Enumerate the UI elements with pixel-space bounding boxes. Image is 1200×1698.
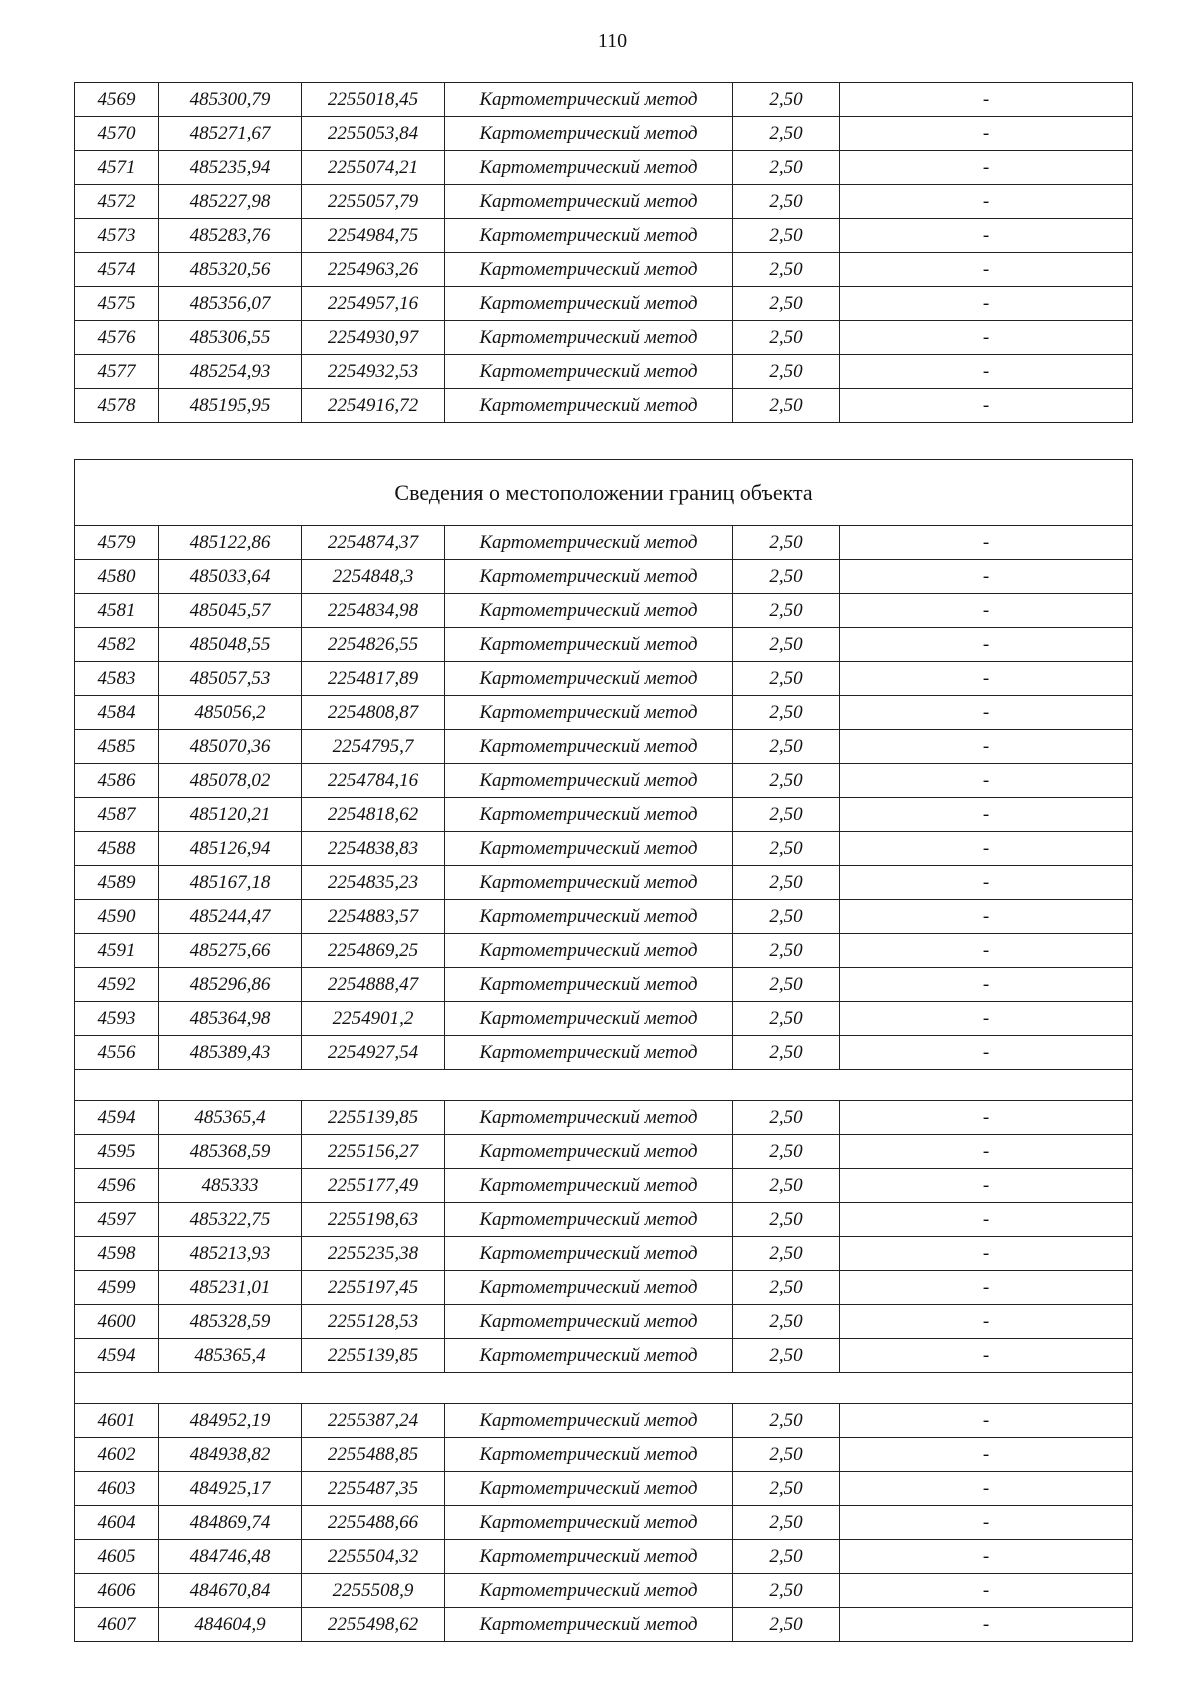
accuracy-cell: 2,50 (733, 1169, 840, 1203)
method-cell: Картометрический метод (445, 866, 733, 900)
note-cell: - (840, 1135, 1133, 1169)
point-number-cell: 4601 (75, 1404, 159, 1438)
accuracy-cell: 2,50 (733, 287, 840, 321)
x-coordinate-cell: 485275,66 (159, 934, 302, 968)
accuracy-cell: 2,50 (733, 730, 840, 764)
group-separator-row (75, 1070, 1133, 1101)
method-cell: Картометрический метод (445, 662, 733, 696)
method-cell: Картометрический метод (445, 798, 733, 832)
note-cell: - (840, 83, 1133, 117)
y-coordinate-cell: 2255197,45 (302, 1271, 445, 1305)
x-coordinate-cell: 484604,9 (159, 1608, 302, 1642)
x-coordinate-cell: 485235,94 (159, 151, 302, 185)
note-cell: - (840, 798, 1133, 832)
note-cell: - (840, 560, 1133, 594)
table-row (75, 968, 1133, 1002)
point-number-cell: 4575 (75, 287, 159, 321)
note-cell: - (840, 219, 1133, 253)
y-coordinate-cell: 2254916,72 (302, 389, 445, 423)
page-number: 110 (597, 30, 628, 52)
point-number-cell: 4577 (75, 355, 159, 389)
method-cell: Картометрический метод (445, 389, 733, 423)
point-number-cell: 4588 (75, 832, 159, 866)
table-row (75, 1237, 1133, 1271)
accuracy-cell: 2,50 (733, 1472, 840, 1506)
table-row (75, 83, 1133, 117)
point-number-cell: 4606 (75, 1574, 159, 1608)
point-number-cell: 4556 (75, 1036, 159, 1070)
note-cell: - (840, 1101, 1133, 1135)
point-number-cell: 4594 (75, 1339, 159, 1373)
y-coordinate-cell: 2254932,53 (302, 355, 445, 389)
x-coordinate-cell: 485356,07 (159, 287, 302, 321)
x-coordinate-cell: 485364,98 (159, 1002, 302, 1036)
method-cell: Картометрический метод (445, 594, 733, 628)
method-cell: Картометрический метод (445, 1574, 733, 1608)
point-number-cell: 4598 (75, 1237, 159, 1271)
point-number-cell: 4584 (75, 696, 159, 730)
point-number-cell: 4586 (75, 764, 159, 798)
accuracy-cell: 2,50 (733, 662, 840, 696)
table-row (75, 628, 1133, 662)
method-cell: Картометрический метод (445, 1404, 733, 1438)
y-coordinate-cell: 2254869,25 (302, 934, 445, 968)
point-number-cell: 4603 (75, 1472, 159, 1506)
y-coordinate-cell: 2254930,97 (302, 321, 445, 355)
y-coordinate-cell: 2255508,9 (302, 1574, 445, 1608)
method-cell: Картометрический метод (445, 83, 733, 117)
method-cell: Картометрический метод (445, 219, 733, 253)
x-coordinate-cell: 484670,84 (159, 1574, 302, 1608)
method-cell: Картометрический метод (445, 832, 733, 866)
point-number-cell: 4579 (75, 526, 159, 560)
method-cell: Картометрический метод (445, 1472, 733, 1506)
method-cell: Картометрический метод (445, 934, 733, 968)
table-row (75, 1135, 1133, 1169)
y-coordinate-cell: 2254927,54 (302, 1036, 445, 1070)
method-cell: Картометрический метод (445, 526, 733, 560)
method-cell: Картометрический метод (445, 1002, 733, 1036)
method-cell: Картометрический метод (445, 1506, 733, 1540)
x-coordinate-cell: 485306,55 (159, 321, 302, 355)
x-coordinate-cell: 485333 (159, 1169, 302, 1203)
x-coordinate-cell: 485300,79 (159, 83, 302, 117)
x-coordinate-cell: 485365,4 (159, 1101, 302, 1135)
point-number-cell: 4583 (75, 662, 159, 696)
table-row (75, 1339, 1133, 1373)
point-number-cell: 4594 (75, 1101, 159, 1135)
y-coordinate-cell: 2255128,53 (302, 1305, 445, 1339)
accuracy-cell: 2,50 (733, 83, 840, 117)
x-coordinate-cell: 485126,94 (159, 832, 302, 866)
x-coordinate-cell: 485048,55 (159, 628, 302, 662)
note-cell: - (840, 730, 1133, 764)
table-row (75, 1002, 1133, 1036)
point-number-cell: 4596 (75, 1169, 159, 1203)
y-coordinate-cell: 2255235,38 (302, 1237, 445, 1271)
table-row (75, 866, 1133, 900)
accuracy-cell: 2,50 (733, 934, 840, 968)
y-coordinate-cell: 2254874,37 (302, 526, 445, 560)
x-coordinate-cell: 485070,36 (159, 730, 302, 764)
x-coordinate-cell: 485033,64 (159, 560, 302, 594)
table-row (75, 1404, 1133, 1438)
note-cell: - (840, 1404, 1133, 1438)
point-number-cell: 4595 (75, 1135, 159, 1169)
x-coordinate-cell: 485254,93 (159, 355, 302, 389)
note-cell: - (840, 389, 1133, 423)
y-coordinate-cell: 2255488,85 (302, 1438, 445, 1472)
accuracy-cell: 2,50 (733, 832, 840, 866)
method-cell: Картометрический метод (445, 1237, 733, 1271)
accuracy-cell: 2,50 (733, 798, 840, 832)
accuracy-cell: 2,50 (733, 560, 840, 594)
table-row (75, 560, 1133, 594)
note-cell: - (840, 1608, 1133, 1642)
accuracy-cell: 2,50 (733, 968, 840, 1002)
group-separator (75, 1070, 1133, 1101)
note-cell: - (840, 866, 1133, 900)
accuracy-cell: 2,50 (733, 117, 840, 151)
x-coordinate-cell: 485056,2 (159, 696, 302, 730)
y-coordinate-cell: 2254888,47 (302, 968, 445, 1002)
table-row (75, 832, 1133, 866)
y-coordinate-cell: 2254835,23 (302, 866, 445, 900)
table-row (75, 1271, 1133, 1305)
point-number-cell: 4585 (75, 730, 159, 764)
point-number-cell: 4578 (75, 389, 159, 423)
point-number-cell: 4602 (75, 1438, 159, 1472)
y-coordinate-cell: 2255057,79 (302, 185, 445, 219)
point-number-cell: 4570 (75, 117, 159, 151)
accuracy-cell: 2,50 (733, 1608, 840, 1642)
point-number-cell: 4600 (75, 1305, 159, 1339)
accuracy-cell: 2,50 (733, 355, 840, 389)
point-number-cell: 4593 (75, 1002, 159, 1036)
y-coordinate-cell: 2254784,16 (302, 764, 445, 798)
accuracy-cell: 2,50 (733, 1438, 840, 1472)
point-number-cell: 4572 (75, 185, 159, 219)
y-coordinate-cell: 2254883,57 (302, 900, 445, 934)
note-cell: - (840, 628, 1133, 662)
group-separator (75, 1373, 1133, 1404)
accuracy-cell: 2,50 (733, 321, 840, 355)
y-coordinate-cell: 2254834,98 (302, 594, 445, 628)
table-row (75, 1203, 1133, 1237)
note-cell: - (840, 1506, 1133, 1540)
point-number-cell: 4587 (75, 798, 159, 832)
y-coordinate-cell: 2254817,89 (302, 662, 445, 696)
x-coordinate-cell: 485271,67 (159, 117, 302, 151)
table-row (75, 219, 1133, 253)
y-coordinate-cell: 2254838,83 (302, 832, 445, 866)
accuracy-cell: 2,50 (733, 219, 840, 253)
point-number-cell: 4604 (75, 1506, 159, 1540)
y-coordinate-cell: 2254826,55 (302, 628, 445, 662)
x-coordinate-cell: 484938,82 (159, 1438, 302, 1472)
point-number-cell: 4592 (75, 968, 159, 1002)
y-coordinate-cell: 2255487,35 (302, 1472, 445, 1506)
method-cell: Картометрический метод (445, 900, 733, 934)
accuracy-cell: 2,50 (733, 1540, 840, 1574)
group-separator-row (75, 1373, 1133, 1404)
point-number-cell: 4590 (75, 900, 159, 934)
table-row (75, 764, 1133, 798)
x-coordinate-cell: 485368,59 (159, 1135, 302, 1169)
accuracy-cell: 2,50 (733, 1305, 840, 1339)
note-cell: - (840, 1036, 1133, 1070)
table-row (75, 730, 1133, 764)
method-cell: Картометрический метод (445, 1305, 733, 1339)
method-cell: Картометрический метод (445, 1169, 733, 1203)
note-cell: - (840, 696, 1133, 730)
table-row (75, 185, 1133, 219)
table-row (75, 1169, 1133, 1203)
x-coordinate-cell: 485195,95 (159, 389, 302, 423)
table-row (75, 696, 1133, 730)
method-cell: Картометрический метод (445, 1540, 733, 1574)
accuracy-cell: 2,50 (733, 1036, 840, 1070)
table-row (75, 389, 1133, 423)
x-coordinate-cell: 485078,02 (159, 764, 302, 798)
table-row (75, 1472, 1133, 1506)
table-row (75, 1540, 1133, 1574)
point-number-cell: 4571 (75, 151, 159, 185)
section-title-row (75, 460, 1133, 526)
method-cell: Картометрический метод (445, 1438, 733, 1472)
y-coordinate-cell: 2255139,85 (302, 1101, 445, 1135)
note-cell: - (840, 832, 1133, 866)
accuracy-cell: 2,50 (733, 1271, 840, 1305)
accuracy-cell: 2,50 (733, 1506, 840, 1540)
y-coordinate-cell: 2255018,45 (302, 83, 445, 117)
accuracy-cell: 2,50 (733, 1339, 840, 1373)
method-cell: Картометрический метод (445, 253, 733, 287)
y-coordinate-cell: 2254984,75 (302, 219, 445, 253)
point-number-cell: 4580 (75, 560, 159, 594)
accuracy-cell: 2,50 (733, 764, 840, 798)
table-row (75, 151, 1133, 185)
coordinates-table-top-body (75, 83, 1133, 423)
method-cell: Картометрический метод (445, 1036, 733, 1070)
method-cell: Картометрический метод (445, 151, 733, 185)
x-coordinate-cell: 485213,93 (159, 1237, 302, 1271)
note-cell: - (840, 1237, 1133, 1271)
coordinates-table-top (74, 82, 1133, 423)
point-number-cell: 4574 (75, 253, 159, 287)
accuracy-cell: 2,50 (733, 900, 840, 934)
y-coordinate-cell: 2255387,24 (302, 1404, 445, 1438)
note-cell: - (840, 900, 1133, 934)
point-number-cell: 4605 (75, 1540, 159, 1574)
note-cell: - (840, 287, 1133, 321)
x-coordinate-cell: 485296,86 (159, 968, 302, 1002)
table-row (75, 798, 1133, 832)
x-coordinate-cell: 485389,43 (159, 1036, 302, 1070)
note-cell: - (840, 253, 1133, 287)
accuracy-cell: 2,50 (733, 389, 840, 423)
accuracy-cell: 2,50 (733, 1002, 840, 1036)
point-number-cell: 4591 (75, 934, 159, 968)
y-coordinate-cell: 2254848,3 (302, 560, 445, 594)
y-coordinate-cell: 2255177,49 (302, 1169, 445, 1203)
boundary-location-table (74, 459, 1133, 1642)
y-coordinate-cell: 2255498,62 (302, 1608, 445, 1642)
x-coordinate-cell: 484869,74 (159, 1506, 302, 1540)
table-row (75, 1574, 1133, 1608)
method-cell: Картометрический метод (445, 968, 733, 1002)
accuracy-cell: 2,50 (733, 1404, 840, 1438)
note-cell: - (840, 1271, 1133, 1305)
x-coordinate-cell: 485122,86 (159, 526, 302, 560)
table-row (75, 253, 1133, 287)
method-cell: Картометрический метод (445, 764, 733, 798)
point-number-cell: 4582 (75, 628, 159, 662)
y-coordinate-cell: 2254963,26 (302, 253, 445, 287)
x-coordinate-cell: 485227,98 (159, 185, 302, 219)
y-coordinate-cell: 2254901,2 (302, 1002, 445, 1036)
table-row (75, 934, 1133, 968)
method-cell: Картометрический метод (445, 117, 733, 151)
x-coordinate-cell: 484925,17 (159, 1472, 302, 1506)
table-row (75, 1506, 1133, 1540)
table-row (75, 321, 1133, 355)
table-row (75, 900, 1133, 934)
note-cell: - (840, 321, 1133, 355)
method-cell: Картометрический метод (445, 287, 733, 321)
method-cell: Картометрический метод (445, 560, 733, 594)
method-cell: Картометрический метод (445, 185, 733, 219)
table-row (75, 1101, 1133, 1135)
note-cell: - (840, 1305, 1133, 1339)
note-cell: - (840, 1339, 1133, 1373)
accuracy-cell: 2,50 (733, 696, 840, 730)
method-cell: Картометрический метод (445, 1135, 733, 1169)
section-title: Сведения о местоположении границ объекта (75, 460, 1133, 526)
x-coordinate-cell: 485365,4 (159, 1339, 302, 1373)
x-coordinate-cell: 485320,56 (159, 253, 302, 287)
method-cell: Картометрический метод (445, 1101, 733, 1135)
accuracy-cell: 2,50 (733, 866, 840, 900)
table-row (75, 1608, 1133, 1642)
note-cell: - (840, 1169, 1133, 1203)
method-cell: Картометрический метод (445, 696, 733, 730)
x-coordinate-cell: 484952,19 (159, 1404, 302, 1438)
table-row (75, 1305, 1133, 1339)
method-cell: Картометрический метод (445, 321, 733, 355)
note-cell: - (840, 185, 1133, 219)
note-cell: - (840, 934, 1133, 968)
y-coordinate-cell: 2255139,85 (302, 1339, 445, 1373)
x-coordinate-cell: 485231,01 (159, 1271, 302, 1305)
note-cell: - (840, 1203, 1133, 1237)
method-cell: Картометрический метод (445, 355, 733, 389)
y-coordinate-cell: 2254957,16 (302, 287, 445, 321)
x-coordinate-cell: 485283,76 (159, 219, 302, 253)
y-coordinate-cell: 2254795,7 (302, 730, 445, 764)
x-coordinate-cell: 485328,59 (159, 1305, 302, 1339)
accuracy-cell: 2,50 (733, 1203, 840, 1237)
accuracy-cell: 2,50 (733, 1237, 840, 1271)
table-row (75, 526, 1133, 560)
note-cell: - (840, 764, 1133, 798)
accuracy-cell: 2,50 (733, 628, 840, 662)
point-number-cell: 4599 (75, 1271, 159, 1305)
x-coordinate-cell: 485045,57 (159, 594, 302, 628)
accuracy-cell: 2,50 (733, 185, 840, 219)
point-number-cell: 4607 (75, 1608, 159, 1642)
accuracy-cell: 2,50 (733, 1101, 840, 1135)
x-coordinate-cell: 484746,48 (159, 1540, 302, 1574)
accuracy-cell: 2,50 (733, 253, 840, 287)
y-coordinate-cell: 2255074,21 (302, 151, 445, 185)
x-coordinate-cell: 485057,53 (159, 662, 302, 696)
method-cell: Картометрический метод (445, 1608, 733, 1642)
y-coordinate-cell: 2254818,62 (302, 798, 445, 832)
note-cell: - (840, 1438, 1133, 1472)
y-coordinate-cell: 2255504,32 (302, 1540, 445, 1574)
x-coordinate-cell: 485120,21 (159, 798, 302, 832)
note-cell: - (840, 1002, 1133, 1036)
accuracy-cell: 2,50 (733, 1135, 840, 1169)
point-number-cell: 4573 (75, 219, 159, 253)
note-cell: - (840, 662, 1133, 696)
y-coordinate-cell: 2255053,84 (302, 117, 445, 151)
x-coordinate-cell: 485244,47 (159, 900, 302, 934)
y-coordinate-cell: 2255198,63 (302, 1203, 445, 1237)
method-cell: Картометрический метод (445, 730, 733, 764)
note-cell: - (840, 355, 1133, 389)
x-coordinate-cell: 485167,18 (159, 866, 302, 900)
method-cell: Картометрический метод (445, 1203, 733, 1237)
x-coordinate-cell: 485322,75 (159, 1203, 302, 1237)
note-cell: - (840, 968, 1133, 1002)
accuracy-cell: 2,50 (733, 151, 840, 185)
point-number-cell: 4589 (75, 866, 159, 900)
point-number-cell: 4581 (75, 594, 159, 628)
method-cell: Картометрический метод (445, 628, 733, 662)
note-cell: - (840, 1540, 1133, 1574)
accuracy-cell: 2,50 (733, 594, 840, 628)
point-number-cell: 4569 (75, 83, 159, 117)
note-cell: - (840, 117, 1133, 151)
table-row (75, 287, 1133, 321)
point-number-cell: 4576 (75, 321, 159, 355)
accuracy-cell: 2,50 (733, 526, 840, 560)
boundary-location-table-body (75, 460, 1133, 1642)
table-row (75, 594, 1133, 628)
note-cell: - (840, 526, 1133, 560)
table-row (75, 662, 1133, 696)
note-cell: - (840, 1574, 1133, 1608)
method-cell: Картометрический метод (445, 1271, 733, 1305)
table-row (75, 1438, 1133, 1472)
note-cell: - (840, 1472, 1133, 1506)
table-row (75, 117, 1133, 151)
note-cell: - (840, 151, 1133, 185)
accuracy-cell: 2,50 (733, 1574, 840, 1608)
table-row (75, 1036, 1133, 1070)
y-coordinate-cell: 2255488,66 (302, 1506, 445, 1540)
table-row (75, 355, 1133, 389)
point-number-cell: 4597 (75, 1203, 159, 1237)
y-coordinate-cell: 2254808,87 (302, 696, 445, 730)
method-cell: Картометрический метод (445, 1339, 733, 1373)
note-cell: - (840, 594, 1133, 628)
y-coordinate-cell: 2255156,27 (302, 1135, 445, 1169)
